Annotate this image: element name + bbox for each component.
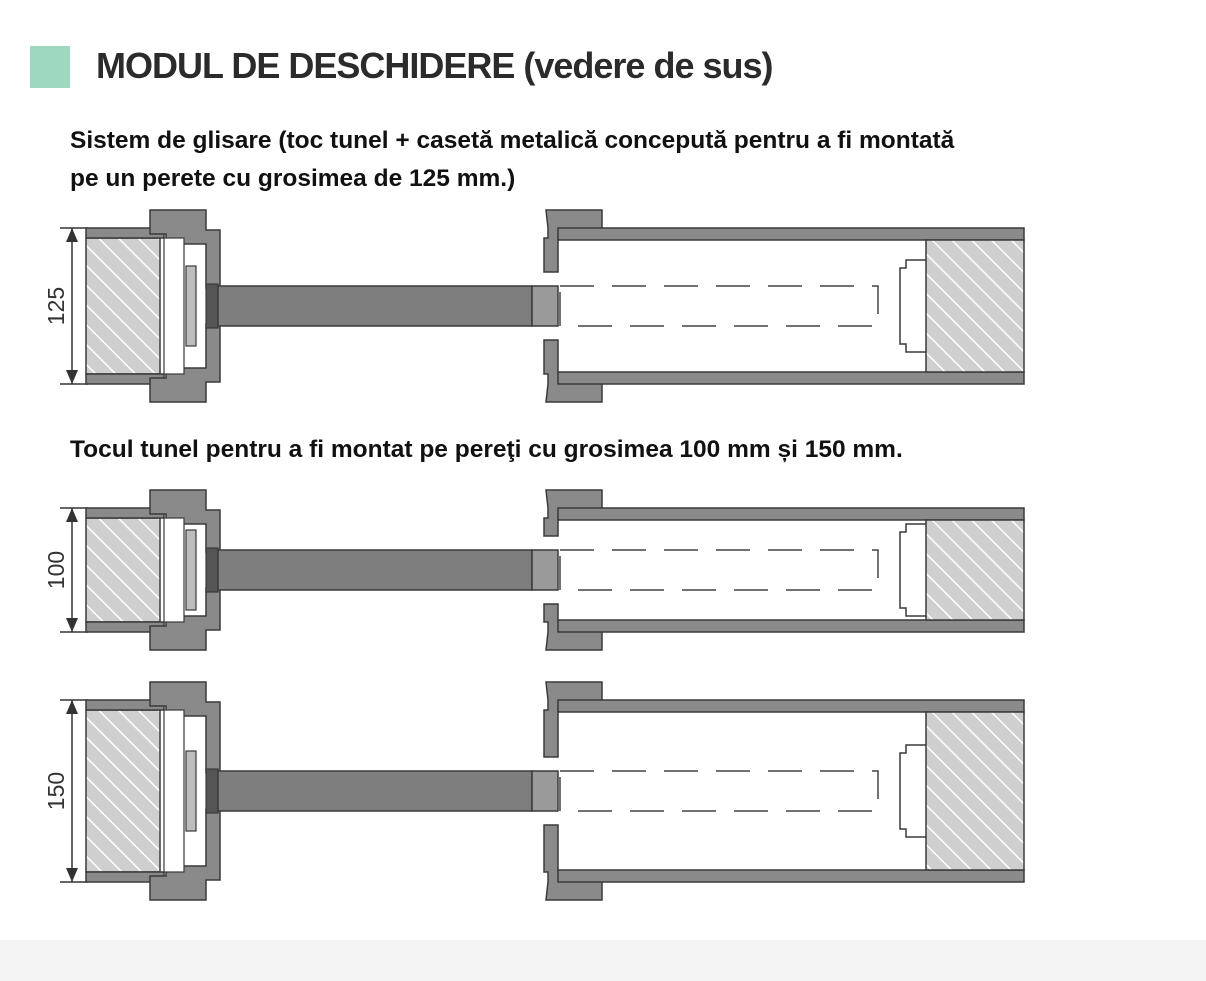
door-leaf-dashed [560,550,878,590]
right-wall-section [926,240,1024,372]
dimension-label: 100 [43,550,69,590]
section-marker [30,46,70,88]
left-wall-section [86,710,160,872]
dimension-arrow-top [66,228,78,242]
right-jamb-top [544,682,602,757]
right-jamb-top [544,210,602,272]
cassette-rail-bottom [558,372,1024,384]
caption-sliding-system-line1: Sistem de glisare (toc tunel + casetă metalică concepută pentru a fi montată [70,127,955,154]
dimension-arrow-top [66,700,78,714]
door-seal [206,548,218,592]
pocket-stop [900,260,926,352]
door-leaf-dashed [560,286,878,326]
page-title: MODUL DE DESCHIDERE (vedere de sus) [96,45,773,86]
left-jamb-stop [186,751,196,831]
left-jamb-inner [164,238,184,374]
dimension-label: 125 [43,286,69,326]
door-leaf-edge [532,286,558,326]
caption-sliding-system-line2: pe un perete cu grosimea de 125 mm.) [70,165,516,192]
dimension-arrow-bottom [66,370,78,384]
cassette-rail-top [558,700,1024,712]
right-jamb-bottom [544,825,602,900]
dimension-arrow-top [66,508,78,522]
cassette-rail-top [558,228,1024,240]
cassette-rail-bottom [558,870,1024,882]
left-jamb-inner [164,518,184,622]
right-wall-section [926,712,1024,870]
door-leaf [218,550,532,590]
left-jamb-stop [186,266,196,346]
left-jamb-stop [186,530,196,610]
dimension-arrow-bottom [66,618,78,632]
door-section-diagram-125 [0,200,1206,420]
door-section-diagram-100 [0,480,1206,700]
door-leaf [218,771,532,811]
dimension-arrow-bottom [66,868,78,882]
dimension-label: 150 [43,771,69,811]
left-jamb-inner [164,710,184,872]
cassette-rail-top [558,508,1024,520]
door-leaf-edge [532,771,558,811]
left-wall-section [86,238,160,374]
left-wall-section [86,518,160,622]
pocket-stop [900,745,926,837]
door-seal [206,284,218,328]
door-leaf-edge [532,550,558,590]
door-leaf-dashed [560,771,878,811]
cassette-rail-bottom [558,620,1024,632]
right-jamb-bottom [544,340,602,402]
bottom-band [0,940,1206,981]
door-section-diagram-150 [0,672,1206,892]
door-seal [206,769,218,813]
right-wall-section [926,520,1024,620]
pocket-stop [900,524,926,616]
door-leaf [218,286,532,326]
caption-tunnel-frame: Tocul tunel pentru a fi montat pe pereţi cu grosimea 100 mm și 150 mm. [70,436,903,463]
